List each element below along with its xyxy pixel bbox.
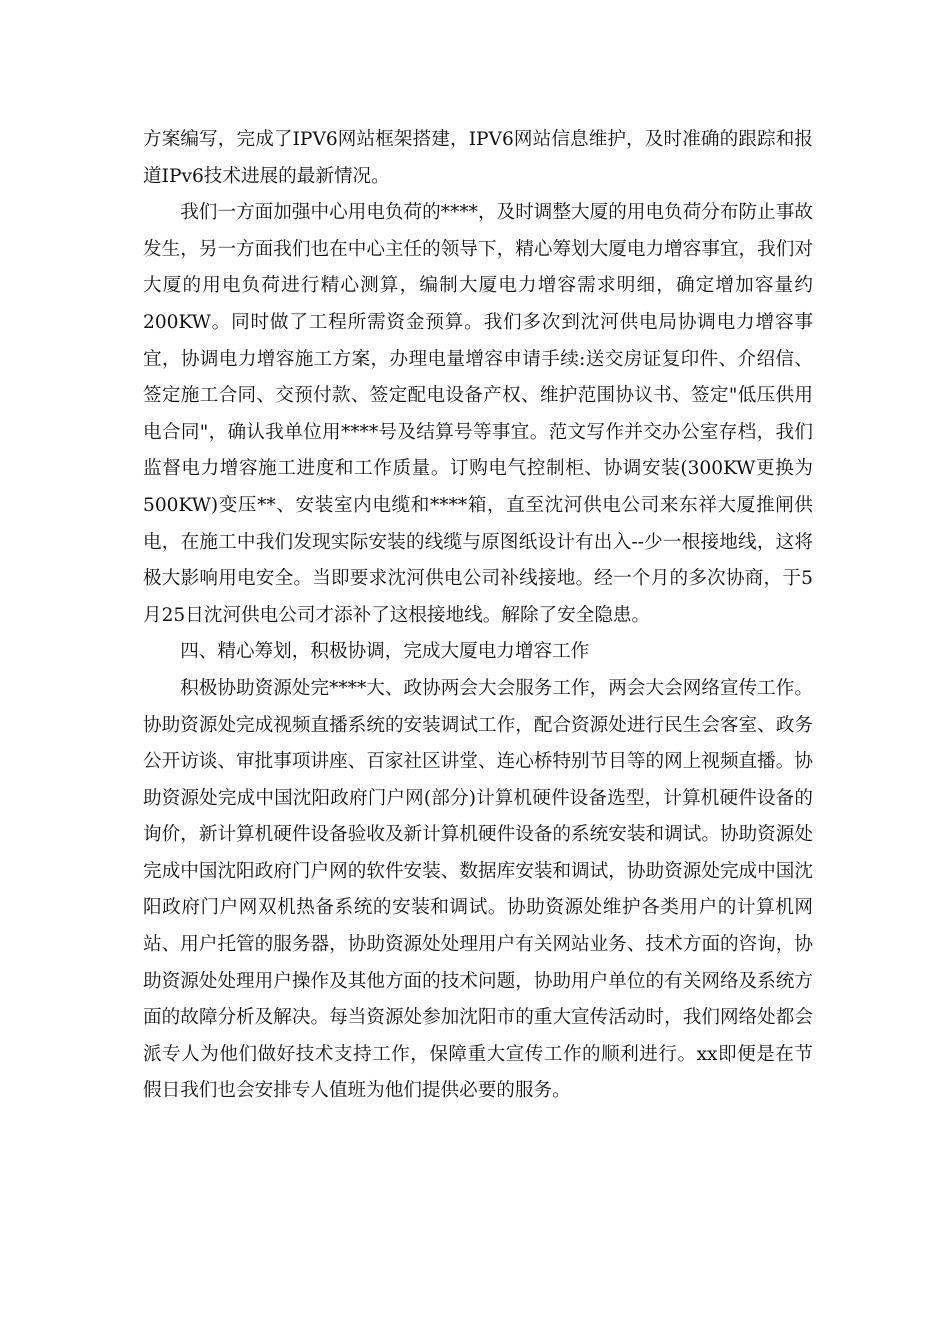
paragraph-resource-support: 积极协助资源处完****大、政协两会大会服务工作，两会大会网络宣传工作。协助资源处完成视频直播系统的安装调试工作，配合资源处进行民生会客室、政务公开访谈、审批事项讲座、百家社区讲堂、连心桥特别节目等的网上视频直播。协助资源处完成中国沈阳政府门户网(部分)计算机硬件设备选型，计算机硬件设备的询价，新计算机硬件设备验收及新计算机硬件设备的系统安装和调试。协助资源处完成中国沈阳政府门户网的软件安装、数据库安装和调试，协助资源处完成中国沈阳政府门户网双机热备系统的安装和调试。协助资源处维护各类用户的计算机网站、用户托管的服务器，协助资源处处理用户有关网站业务、技术方面的咨询，协助资源处处理用户操作及其他方面的技术问题，协助用户单位的有关网络及系统方面的故障分析及解决。每当资源处参加沈阳市的重大宣传活动时，我们网络处都会派专人为他们做好技术支持工作，保障重大宣传工作的顺利进行。xx即便是在节假日我们也会安排专人值班为他们提供必要的服务。: [143, 677, 813, 1102]
paragraph-ipv6-summary: 方案编写，完成了IPV6网站框架搭建，IPV6网站信息维护，及时准确的跟踪和报道IPv6技术进展的最新情况。: [143, 129, 813, 187]
paragraph-power-capacity: 我们一方面加强中心用电负荷的****，及时调整大厦的用电负荷分布防止事故发生，另一方面我们也在中心主任的领导下，精心筹划大厦电力增容事宜，我们对大厦的用电负荷进行精心测算，编制大厦电力增容需求明细，确定增加容量约200KW。同时做了工程所需资金预算。我们多次到沈河供电局协调电力增容事宜，协调电力增容施工方案，办理电量增容申请手续:送交房证复印件、介绍信、签定施工合同、交预付款、签定配电设备产权、维护范围协议书、签定"低压供用电合同"，确认我单位用****号及结算号等事宜。范文写作并交办公室存档，我们监督电力增容施工进度和工作质量。订购电气控制柜、协调安装(300KW更换为500KW)变压**、安装室内电缆和****箱，直至沈河供电公司来东祥大厦推闸供电，在施工中我们发现实际安装的线缆与原图纸设计有出入--少一根接地线，这将极大影响用电安全。当即要求沈河供电公司补线接地。经一个月的多次协商，于5月25日沈河供电公司才添补了这根接地线。解除了安全隐患。: [143, 202, 813, 626]
section-heading-power-expansion: 四、精心筹划，积极协调，完成大厦电力增容工作: [180, 641, 590, 663]
document-body: [143, 122, 813, 1110]
